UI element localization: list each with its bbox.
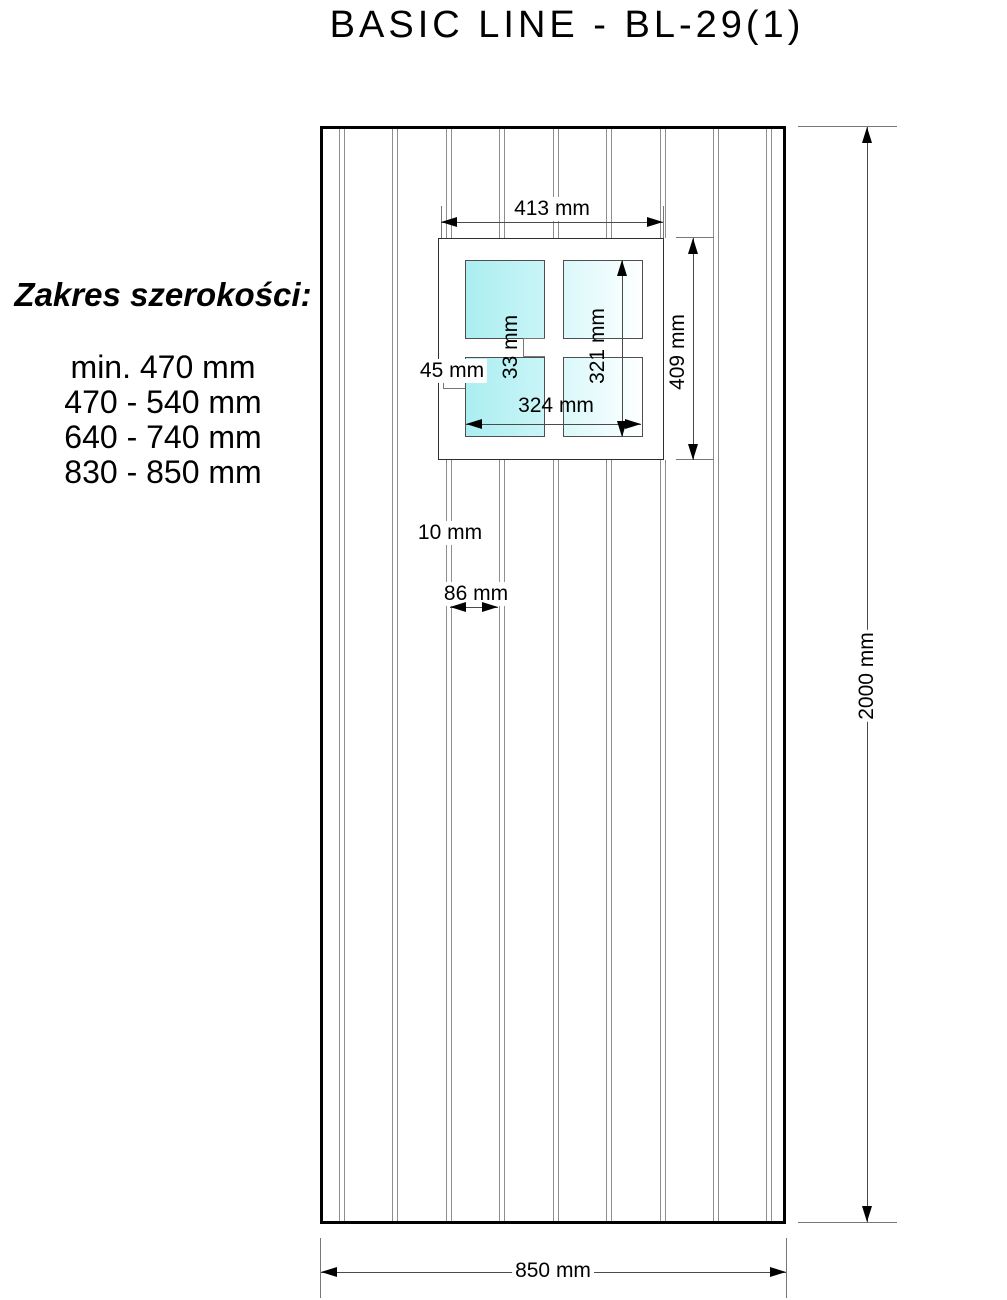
dim-409-arrow-down-icon bbox=[688, 444, 698, 460]
dim-409-label: 409 mm bbox=[665, 314, 689, 390]
dim-321-arrow-up-icon bbox=[617, 260, 627, 276]
dim-413-arrow-left-icon bbox=[441, 217, 457, 227]
dim-33-tick bbox=[523, 338, 524, 357]
dim-413-extension-right bbox=[663, 206, 664, 238]
width-range-heading: Zakres szerokości: bbox=[14, 276, 312, 313]
door-groove bbox=[392, 129, 398, 1221]
width-range-item: 470 - 540 mm bbox=[64, 384, 262, 420]
door-groove bbox=[713, 129, 719, 1221]
dim-45-leader-horizontal bbox=[443, 388, 465, 389]
door-groove bbox=[660, 460, 666, 1221]
dim-850-arrow-left-icon bbox=[321, 1267, 337, 1277]
dim-324-line bbox=[466, 424, 641, 425]
door-groove bbox=[553, 460, 559, 1221]
door-groove bbox=[339, 129, 345, 1221]
dim-33-extension-top bbox=[523, 338, 545, 339]
dim-850-extension-right bbox=[786, 1238, 787, 1298]
dim-324-arrow-left-icon bbox=[466, 419, 482, 429]
width-range-list bbox=[0, 350, 326, 490]
door-groove bbox=[766, 129, 772, 1221]
dim-321-line bbox=[622, 260, 623, 437]
width-range-item: 830 - 850 mm bbox=[64, 454, 262, 490]
dim-86-arrow-left-icon bbox=[450, 602, 466, 612]
door-groove bbox=[446, 460, 452, 1221]
dim-413-arrow-right-icon bbox=[647, 217, 663, 227]
width-range-item: min. 470 mm bbox=[70, 349, 256, 385]
door-groove bbox=[499, 460, 505, 1221]
dim-2000-extension-top bbox=[798, 126, 897, 127]
dim-850-label: 850 mm bbox=[512, 1259, 594, 1283]
dim-33-label: 33 mm bbox=[498, 314, 522, 380]
dim-2000-arrow-up-icon bbox=[862, 127, 872, 143]
dim-413-line bbox=[441, 222, 663, 223]
width-range-item: 640 - 740 mm bbox=[64, 419, 262, 455]
dim-45-label: 45 mm bbox=[417, 359, 487, 383]
dim-86-arrow-right-icon bbox=[482, 602, 498, 612]
dim-413-label: 413 mm bbox=[511, 197, 593, 221]
dim-324-arrow-right-icon bbox=[625, 419, 641, 429]
dim-2000-label: 2000 mm bbox=[854, 632, 878, 720]
dim-86-label: 86 mm bbox=[441, 582, 511, 606]
drawing-title: BASIC LINE - BL-29(1) bbox=[329, 4, 805, 46]
dim-2000-arrow-down-icon bbox=[862, 1206, 872, 1222]
dim-409-line bbox=[693, 238, 694, 460]
dim-33-extension-bottom bbox=[523, 356, 545, 357]
dim-10-label: 10 mm bbox=[415, 521, 485, 545]
dim-324-label: 324 mm bbox=[518, 393, 594, 417]
door-groove bbox=[606, 460, 612, 1221]
dim-321-label: 321 mm bbox=[585, 308, 609, 384]
width-range-panel bbox=[0, 276, 326, 490]
dim-409-arrow-up-icon bbox=[688, 238, 698, 254]
dim-2000-extension-bottom bbox=[798, 1222, 897, 1223]
dim-850-arrow-right-icon bbox=[770, 1267, 786, 1277]
